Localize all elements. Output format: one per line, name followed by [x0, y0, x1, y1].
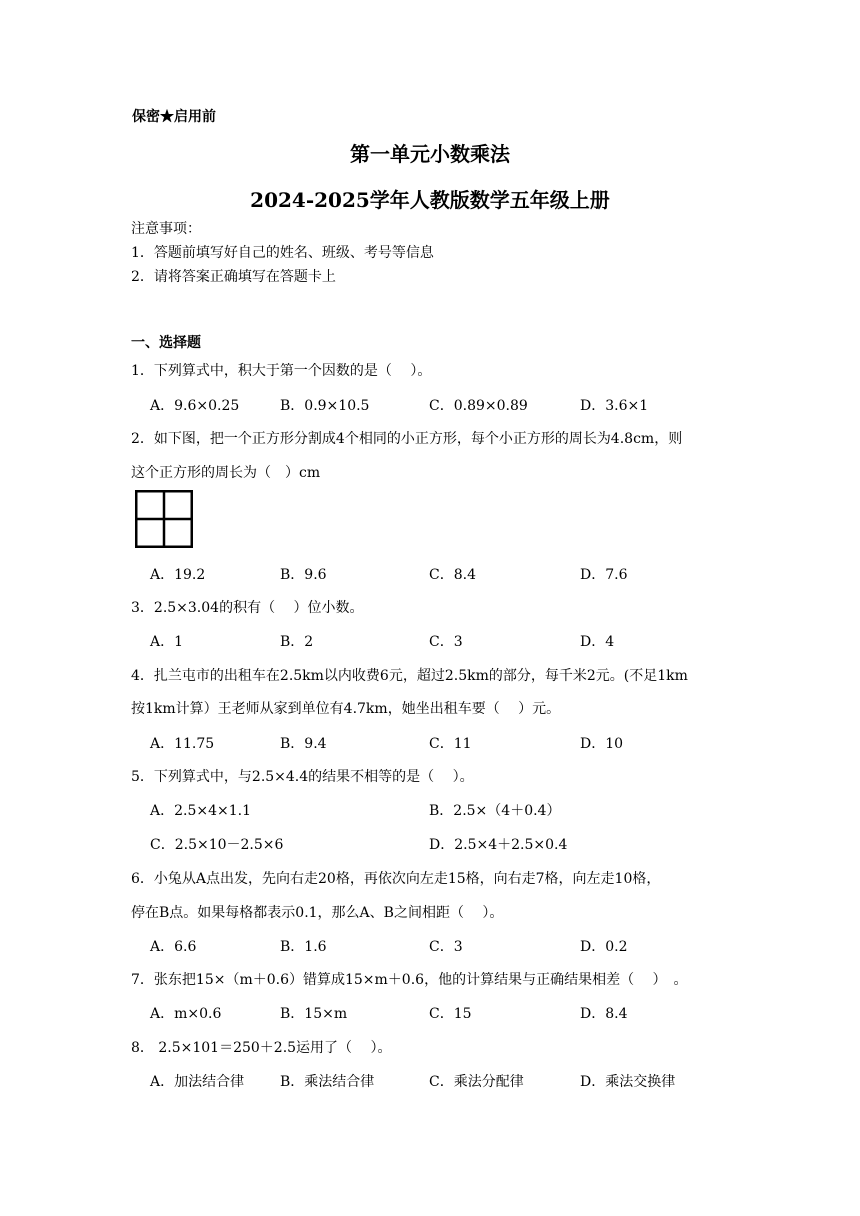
- q4-option-d: D．10: [580, 736, 624, 752]
- q1-option-d: D．3.6×1: [580, 398, 649, 414]
- q7-option-a: A．m×0.6: [150, 1006, 222, 1022]
- square-grid-figure: [135, 490, 193, 548]
- q7-option-d: D．8.4: [580, 1006, 628, 1022]
- q4-option-a: A．11.75: [150, 736, 215, 752]
- page-subtitle: 2024-2025学年人教版数学五年级上册: [250, 188, 610, 212]
- q1-option-b: B．0.9×10.5: [280, 398, 370, 414]
- q5-option-d: D．2.5×4＋2.5×0.4: [429, 837, 568, 853]
- q4-option-c: C．11: [429, 736, 472, 752]
- q8-option-c: C．乘法分配律: [429, 1074, 524, 1090]
- notes-heading: 注意事项：: [131, 221, 201, 237]
- q4-option-b: B．9.4: [280, 736, 327, 752]
- q1-option-c: C．0.89×0.89: [429, 398, 528, 414]
- q8-option-d: D．乘法交换律: [580, 1074, 676, 1090]
- question-5-text: 5．下列算式中，与2.5×4.4的结果不相等的是（ ）。: [131, 769, 474, 785]
- page-title: 第一单元小数乘法: [350, 142, 510, 166]
- note-item: 1．答题前填写好自己的姓名、班级、考号等信息: [131, 245, 434, 261]
- question-4-text: 4．扎兰屯市的出租车在2.5km以内收费6元，超过2.5km的部分，每千米2元。(不足1km: [131, 668, 688, 684]
- q6-option-d: D．0.2: [580, 939, 628, 955]
- question-2-text: 2．如下图，把一个正方形分割成4个相同的小正方形，每个小正方形的周长为4.8cm，则: [131, 431, 683, 447]
- q6-option-c: C．3: [429, 939, 463, 955]
- question-8-text: 8． 2.5×101＝250＋2.5运用了（ ）。: [131, 1040, 392, 1056]
- q1-option-a: A．9.6×0.25: [150, 398, 240, 414]
- confidential-label: 保密★启用前: [132, 109, 216, 125]
- q7-option-c: C．15: [429, 1006, 472, 1022]
- question-3-text: 3．2.5×3.04的积有（ ）位小数。: [131, 600, 364, 616]
- question-6-text-cont: 停在B点。如果每格都表示0.1，那么A、B之间相距（ ）。: [131, 905, 504, 921]
- question-4-text-cont: 按1km计算）王老师从家到单位有4.7km，她坐出租车要（ ）元。: [131, 701, 561, 717]
- q2-option-a: A．19.2: [150, 567, 206, 583]
- question-7-text: 7．张东把15×（m＋0.6）错算成15×m＋0.6，他的计算结果与正确结果相差（ ） 。: [131, 972, 688, 988]
- q3-option-c: C．3: [429, 634, 463, 650]
- note-item: 2．请将答案正确填写在答题卡上: [131, 269, 336, 285]
- q6-option-a: A．6.6: [150, 939, 197, 955]
- q8-option-b: B．乘法结合律: [280, 1074, 375, 1090]
- q5-option-a: A．2.5×4×1.1: [150, 803, 252, 819]
- question-2-text-cont: 这个正方形的周长为（ ）cm: [131, 465, 321, 481]
- q8-option-a: A．加法结合律: [150, 1074, 245, 1090]
- q2-option-c: C．8.4: [429, 567, 476, 583]
- q3-option-a: A．1: [150, 634, 184, 650]
- q6-option-b: B．1.6: [280, 939, 327, 955]
- q3-option-d: D．4: [580, 634, 615, 650]
- q3-option-b: B．2: [280, 634, 314, 650]
- section-title: 一、选择题: [131, 335, 201, 351]
- q2-option-b: B．9.6: [280, 567, 327, 583]
- q2-option-d: D．7.6: [580, 567, 628, 583]
- question-1-text: 1．下列算式中，积大于第一个因数的是（ ）。: [131, 363, 432, 379]
- q5-option-c: C．2.5×10－2.5×6: [150, 837, 284, 853]
- question-6-text: 6．小兔从A点出发，先向右走20格，再依次向左走15格，向右走7格，向左走10格，: [131, 871, 661, 887]
- q5-option-b: B．2.5×（4＋0.4）: [429, 803, 561, 819]
- q7-option-b: B．15×m: [280, 1006, 348, 1022]
